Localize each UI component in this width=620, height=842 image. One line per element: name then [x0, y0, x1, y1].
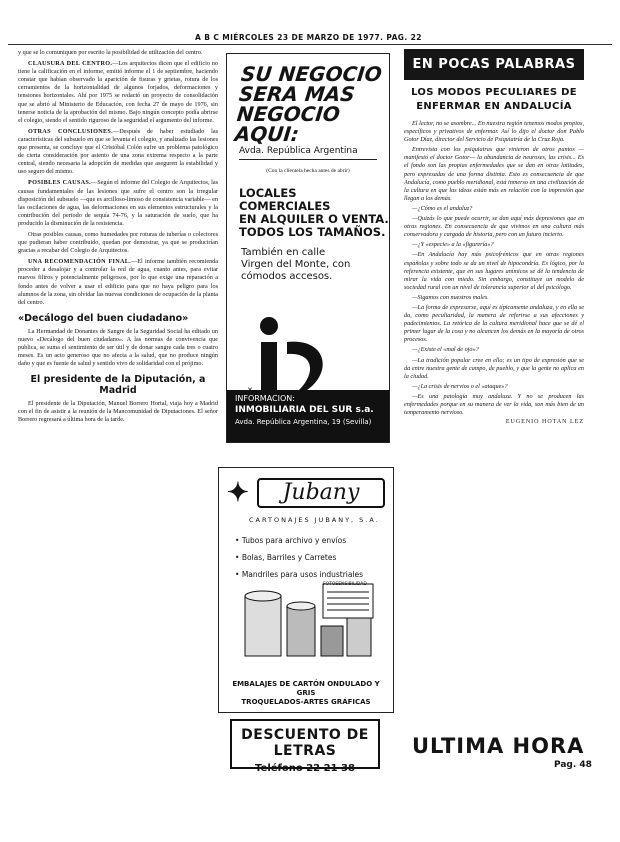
header-rule: [8, 44, 612, 45]
footer-line: TROQUELADOS-ARTES GRÁFICAS: [241, 698, 371, 706]
author-signature: EUGENIO HOTAN LEZ: [505, 419, 584, 426]
question: —¿Cómo es el andaluz?: [412, 204, 473, 212]
question: —Sigamos con nuestros males.: [412, 293, 489, 301]
ad-company-line: CARTONAJES JUBANY, S.A.: [249, 516, 380, 524]
ad-offer-line: LOCALES COMERCIALES: [239, 186, 331, 213]
divider: [239, 159, 377, 160]
ad-also-line: Virgen del Monte, con: [241, 259, 351, 270]
advertisement-jubany: [218, 467, 394, 713]
left-column: [18, 49, 218, 428]
ad-offer-line: TODOS LOS TAMAÑOS.: [239, 225, 386, 239]
section-recomendacion: [18, 258, 218, 307]
ad3-title: DESCUENTO DE LETRAS: [241, 727, 369, 759]
paragraph: Otras posibles causas, como humedades por roturas de tuberías o colectores que pudieran haber contribuido, quedan por demostrar, ya que se producirían gracias a recabar del Colegio de Arquitectos.: [18, 230, 218, 255]
question: —¿Y «especie» a la «figurería»?: [412, 241, 494, 249]
ad-headline-line: AQUI:: [233, 122, 301, 146]
paragraph: La Hermandad de Donantes de Sangre de la Seguridad Social ha editado un nuevo «Decálogo del buen ciudadano». A las normas de convivencia que publica, se suma el sentimiento de ser útil y de donar sangre cada tres o cuatro meses. Es un acto generoso que no afecta a la salud, que no produce ningún daño y que es fuente de salud y sentido vivo de solidaridad con el prójimo.: [18, 327, 218, 368]
ad-also: [241, 247, 389, 283]
headline-presidente: El presidente de la Diputación, a Madrid: [30, 374, 206, 397]
product-item: Tubos para archivo y envíos: [241, 536, 347, 545]
section-text: —El informe también recomienda proceder a desalojar y a controlar la red de agua, cuanto antes, para evitar nuevos filtros y potencialmente peligrosos, por lo que exige una reparación a fondo antes de volver a usar el edificio para que no haya peligro para los alumnos de la zona, sin olvidar las nuevas condiciones de ocupación de la planta del centro.: [18, 258, 218, 306]
ad-offer: [239, 187, 389, 239]
paragraph: —La tradición popular cree en ello; es un tipo de expresión que se da entre nuestra gente de campo, de pueblo, y que la gente no aplica en la ciudad.: [404, 356, 584, 380]
ad-brand-row: [227, 478, 385, 508]
intro-paragraph: y que se lo comuniquen por escrito la posibilidad de utilización del centro.: [18, 49, 203, 56]
section-conclusiones: [18, 128, 218, 177]
ad-note: (Con la clientela hecha antes de abrir): [266, 168, 350, 174]
advertisement-inmobiliaria: [226, 53, 390, 443]
ultima-hora-title: ULTIMA HORA: [412, 734, 585, 758]
right-column: [404, 49, 584, 425]
ad-company: INMOBILIARIA DEL SUR s.a.: [235, 405, 374, 415]
section-text: —Después de haber estudiado las características del subsuelo en que se levanta el colegio, y analizado las lesiones que presenta, se concluye que el Cristóbal Colón sufre un problema patológico de cierta consideración por asiento de una zona extrema respecto a la parte central, siendo necesaria la adopción de medidas que aseguren la estabilidad y uso seguro del mismo.: [18, 127, 218, 176]
ad-headline-line: SU NEGOCIO: [239, 62, 383, 86]
section-lead: OTRAS CONCLUSIONES.: [28, 127, 113, 135]
brand-name: Jubany: [257, 478, 385, 508]
section-lead: POSIBLES CAUSAS.: [28, 179, 91, 187]
article-title: LOS MODOS PECULIARES DE ENFERMAR EN ANDALUCÍA: [411, 87, 577, 112]
ad-offer-line: EN ALQUILER O VENTA.: [239, 212, 389, 226]
ad-also-line: También en calle: [241, 247, 326, 258]
paragraph: —La forma de expresarse, aquí es típicamente andaluza, y en ella se da, como peculiaridad, la manera de referirse a sus afecciones y padecimientos. La retórica de la cultura meridional hace que se dé el primer lugar de la cosa y no alcancen los demás en la mayoría de otros procesos.: [404, 303, 584, 344]
company-logo-icon: [247, 312, 337, 394]
product-item: Mandriles para usos industriales: [241, 570, 364, 579]
advertisement-descuento: [230, 719, 380, 774]
paragraph: —Quizás lo que puede ocurrir, se dan aquí más depresiones que en otras regiones. En consecuencia de que vivimos en una cultura más conservadora y cargada de historia, pero con un futuro incierto.: [404, 215, 584, 239]
product-label: FOTOSENSIBILIDAD: [323, 582, 367, 587]
page-reference: Pag. 48: [554, 760, 592, 770]
section-clausura: [18, 60, 218, 125]
list-item: • Bolas, Barriles y Carretes: [235, 553, 337, 562]
section-text: —Según el informe del Colegio de Arquitectos, las causas fundamentales de las lesiones que sufre el centro son la irregular disposición del subsuelo —que es arcilloso-limoso de consistencia variable— en las oscilaciones de agua, las deformaciones en sus elementos estructurales y la contribución del periodo de sequía 74-76, y la saturación de suelo, que ha producido la disminución de la resistencia.: [18, 179, 218, 227]
section-lead: CLAUSURA DEL CENTRO.: [28, 60, 113, 68]
page-header: A B C MIÉRCOLES 23 DE MARZO DE 1977. PAG. 22: [195, 33, 422, 42]
article-body: [404, 120, 584, 417]
ad-address: Avda. República Argentina: [239, 146, 358, 156]
section-text: —Los arquitectos dicen que el edificio no tiene la calificación en el informe, emitió informe el 1 de septiembre, haciendo constar que habían observado la aparición de fisuras y grietas, rotura de los cerramientos de la horizontalidad de algunos forjados, deformaciones y tensiones horizontales. Ahí por 1975 se redactó un proyecto de consolidación que se abrió al Ministerio de Educación, con fecha 27 de mayo de 1976, sin tenerse noticia de la aprobación del mismo. Bajo ningún concepto podía abrirse el colegio, siendo el sentido riguroso de la seguridad el argumento del informe.: [18, 60, 218, 124]
headline-decalogo: «Decálogo del buen ciudadano»: [18, 312, 189, 324]
section-box: EN POCAS PALABRAS: [404, 49, 584, 80]
section-lead: UNA RECOMENDACIÓN FINAL.: [28, 258, 132, 266]
ad-info-label: INFORMACION:: [235, 394, 295, 403]
ad-headline-line: NEGOCIO: [235, 102, 342, 126]
ad3-phone: Teléfono 22 21 38: [255, 763, 355, 774]
ad-also-line: cómodos accesos.: [241, 271, 333, 282]
paragraph: El lector, no se asombre... En nuestra región tenemos modos propios, específicos y privativos de enfermar. Así lo dijo el doctor don Pablo Gotor Díaz, director del Servicio de Psiquiatría de la Cruz Roja.: [404, 120, 584, 144]
paragraph: Entrevista con los psiquiatras que vinieron de otros puntos —manifestó el doctor Gotor— la abundancia de neuroses, las crisis... Es el fondo son las propias enfermedades que se dan en otras latitudes, pero expresadas de una forma distinta. Esto es consecuencia de que Andalucía, como pueblo meridional, está inmerso en una civilización de la cultura en que las ideas están más en relación con la impresión que llegan a los demás.: [404, 146, 584, 202]
list-item: • Tubos para archivo y envíos: [235, 536, 347, 545]
ad-footer: [229, 680, 383, 707]
paragraph: —Es una patología muy andaluza. Y no se producen las enfermedades porque en su manera de ver la vida, son más bien de un temperamento nervioso.: [404, 392, 584, 417]
list-item: • Mandriles para usos industriales: [235, 570, 364, 579]
brand-star-icon: ✦: [227, 478, 249, 507]
question: —¿Existe el «mal de ojo»?: [412, 346, 479, 354]
question: —¿La crisis de nervios o el «ataque»?: [412, 382, 508, 390]
footer-line: EMBALAJES DE CARTÓN ONDULADO Y GRIS: [232, 680, 380, 697]
product-item: Bolas, Barriles y Carretes: [241, 553, 337, 562]
ad-headline: [234, 64, 393, 144]
paragraph: —En Andalucía hay más psicofrénicos que en otras regiones españolas y sobre todo se da un nivel de hipocondría. Es lógico, por la referencia existente, que en sus lugares anímicos se dé la tendencia de mirar la vida con miedo. Sin embargo, constituye un modelo de sociedad rural con un nivel de tolerancia superior al del psicólogo.: [404, 251, 584, 291]
ad-headline-line: SERA MAS: [237, 82, 357, 106]
products-illustration: [237, 576, 377, 666]
ad-info-bar: [227, 390, 389, 442]
paragraph: El presidente de la Diputación, Manuel Borrero Hortal, viaja hoy a Madrid con el fin de asistir a la reunión de la Mancomunidad de Diputaciones. El señor Borrero regresará a última hora de la tarde.: [18, 400, 218, 424]
ad-company-address: Avda. República Argentina, 19 (Sevilla): [235, 418, 372, 426]
section-causas: [18, 179, 218, 228]
